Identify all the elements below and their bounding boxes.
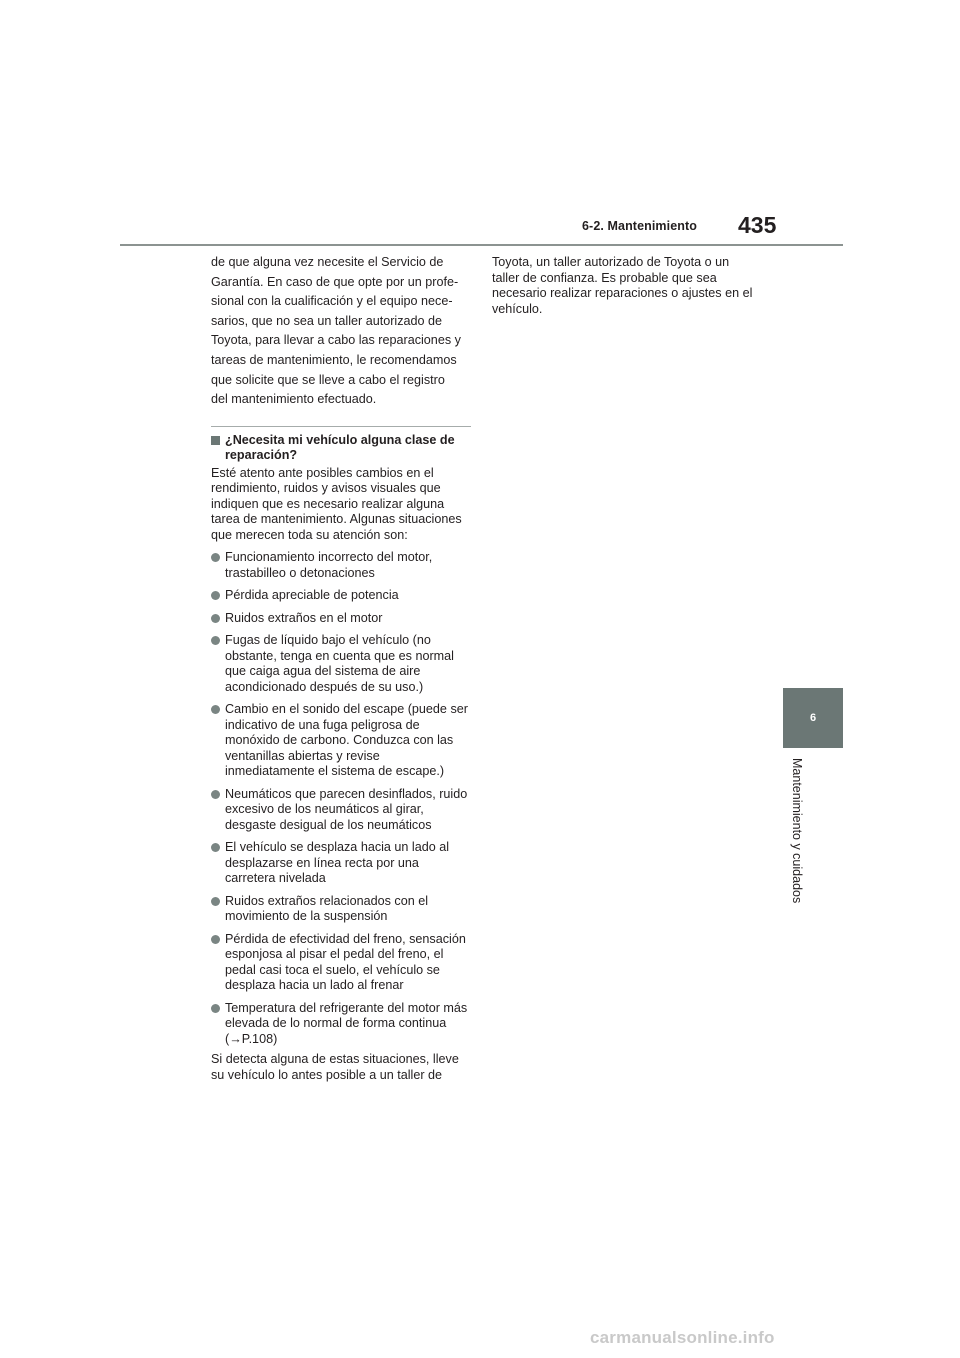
chapter-tab xyxy=(783,688,843,748)
intro-line: de que alguna vez necesite el Servicio de xyxy=(211,255,444,269)
list-item xyxy=(211,894,471,925)
list-item xyxy=(211,588,471,604)
list-item-text: Pérdida de efectividad del freno, sensación esponjosa al pisar el pedal del freno, el pedal casi toca el suelo, el vehículo se desplaza hacia un lado al frenar xyxy=(225,931,466,993)
watermark: carmanualsonline.info xyxy=(590,1328,775,1347)
intro-line: Toyota, para llevar a cabo las reparaciones y xyxy=(211,333,461,348)
intro-line: del mantenimiento efectuado. xyxy=(211,392,377,407)
bullet-icon xyxy=(211,843,220,852)
intro-paragraph xyxy=(211,253,471,410)
symptom-list xyxy=(211,550,471,1047)
section-intro: Esté atento ante posibles cambios en el rendimiento, ruidos y avisos visuales que indiquen que es necesario realizar alguna tarea de mantenimiento. Algunas situaciones que merecen toda su atención son: xyxy=(211,465,462,542)
list-item xyxy=(211,787,471,834)
bullet-icon xyxy=(211,705,220,714)
section-divider xyxy=(211,426,471,427)
section-heading-text: ¿Necesita mi vehículo alguna clase de reparación? xyxy=(225,432,455,463)
right-column xyxy=(492,255,754,317)
page-number: 435 xyxy=(738,212,777,238)
list-item-text: Funcionamiento incorrecto del motor, trastabilleo o detonaciones xyxy=(225,550,433,580)
square-bullet-icon xyxy=(211,436,220,445)
list-item xyxy=(211,932,471,994)
list-item-text: El vehículo se desplaza hacia un lado al desplazarse en línea recta por una carretera nivelada xyxy=(225,840,450,886)
bullet-icon xyxy=(211,636,220,645)
intro-line: que solicite que se lleve a cabo el registro xyxy=(211,372,445,387)
list-item xyxy=(211,611,471,627)
list-item-text: Fugas de líquido bajo el vehículo (no obstante, tenga en cuenta que es normal que caiga agua del sistema de aire acondicionado después de su uso.) xyxy=(225,633,454,694)
list-item-text: Cambio en el sonido del escape (puede ser indicativo de una fuga peligrosa de monóxido de carbono. Conduzca con las ventanillas abiertas y revise inmediatamente el sistema de escape.) xyxy=(225,702,468,779)
bullet-icon xyxy=(211,614,220,623)
list-item xyxy=(211,1001,471,1048)
list-item-text: Temperatura del refrigerante del motor más elevada de lo normal de forma continua (→P.108) xyxy=(225,1000,468,1046)
list-item xyxy=(211,633,471,695)
list-item xyxy=(211,550,471,581)
intro-line: sional con la cualificación y el equipo nece- xyxy=(211,294,453,309)
closing-paragraph: Si detecta alguna de estas situaciones, lleve su vehículo lo antes posible a un taller de xyxy=(211,1052,459,1082)
bullet-icon xyxy=(211,591,220,600)
chapter-number: 6 xyxy=(809,712,817,724)
section-heading xyxy=(211,433,471,464)
bullet-icon xyxy=(211,935,220,944)
list-item-text: Neumáticos que parecen desinflados, ruido excesivo de los neumáticos al girar, desgaste desigual de los neumáticos xyxy=(225,786,468,832)
bullet-icon xyxy=(211,1004,220,1013)
list-item xyxy=(211,702,471,780)
left-column xyxy=(211,253,471,1083)
continued-paragraph: Toyota, un taller autorizado de Toyota o un taller de confianza. Es probable que sea necesario realizar reparaciones o ajustes en el vehículo. xyxy=(492,255,753,316)
intro-line: tareas de mantenimiento, le recomendamos xyxy=(211,352,457,367)
bullet-icon xyxy=(211,790,220,799)
chapter-label: Mantenimiento y cuidados xyxy=(790,758,804,904)
list-item xyxy=(211,840,471,887)
list-item-text: Ruidos extraños relacionados con el movimiento de la suspensión xyxy=(225,893,429,924)
intro-line: sarios, que no sea un taller autorizado de xyxy=(211,313,443,328)
section-title: 6-2. Mantenimiento xyxy=(582,219,698,233)
header-divider xyxy=(120,244,843,246)
list-item-text: Ruidos extraños en el motor xyxy=(225,610,383,625)
intro-line: Garantía. En caso de que opte por un profe- xyxy=(211,274,459,289)
bullet-icon xyxy=(211,553,220,562)
list-item-text: Pérdida apreciable de potencia xyxy=(225,588,399,603)
bullet-icon xyxy=(211,897,220,906)
